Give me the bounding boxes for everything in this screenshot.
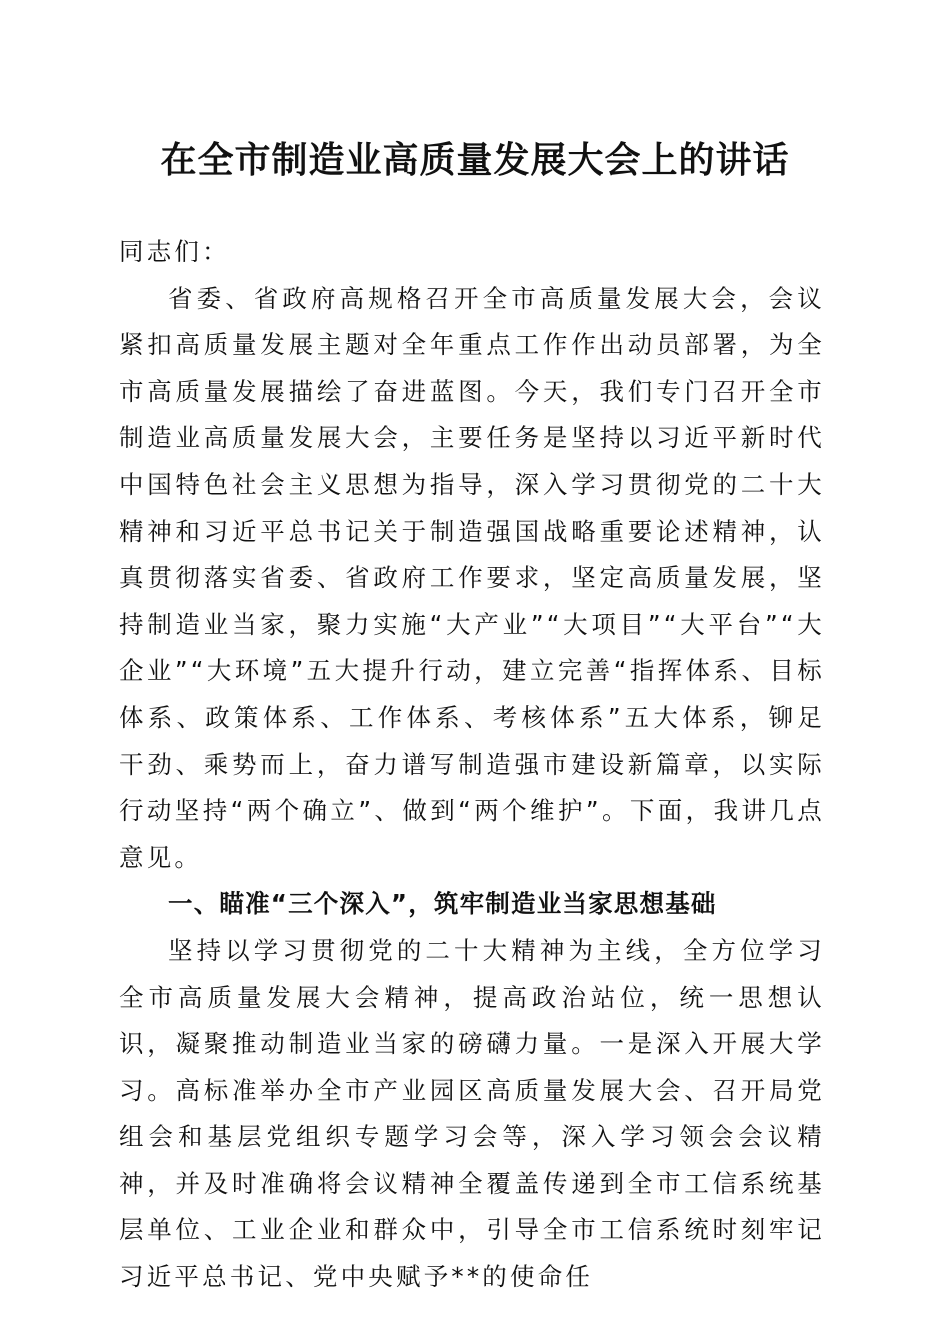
section-1-paragraph: 坚持以学习贯彻党的二十大精神为主线，全方位学习全市高质量发展大会精神，提高政治站位，统一思想认识，凝聚推动制造业当家的磅礴力量。一是深入开展大学习。高标准举办全市产业园区高质量发展大会、召开局党组会和基层党组织专题学习会等，深入学习领会会议精神，并及时准确将会议精神全覆盖传递到全市工信系统基层单位、工业企业和群众中，引导全市工信系统时刻牢记习近平总书记、党中央赋予**的使命任 bbox=[119, 935, 825, 1292]
intro-paragraph: 省委、省政府高规格召开全市高质量发展大会，会议紧扣高质量发展主题对全年重点工作作出动员部署，为全市高质量发展描绘了奋进蓝图。今天，我们专门召开全市制造业高质量发展大会，主要任务是坚持以习近平新时代中国特色社会主义思想为指导，深入学习贯彻党的二十大精神和习近平总书记关于制造强国战略重要论述精神，认真贯彻落实省委、省政府工作要求，坚定高质量发展，坚持制造业当家，聚力实施“大产业”“大项目”“大平台”“大企业”“大环境”五大提升行动，建立完善“指挥体系、目标体系、政策体系、工作体系、考核体系”五大体系，铆足干劲、乘势而上，奋力谱写制造强市建设新篇章，以实际行动坚持“两个确立”、做到“两个维护”。下面，我讲几点意见。 bbox=[119, 283, 825, 872]
salutation: 同志们： bbox=[119, 237, 230, 266]
document-body bbox=[119, 229, 825, 1301]
section-1-heading: 一、瞄准“三个深入”，筑牢制造业当家思想基础 bbox=[168, 889, 717, 919]
document-title: 在全市制造业高质量发展大会上的讲话 bbox=[160, 139, 790, 181]
